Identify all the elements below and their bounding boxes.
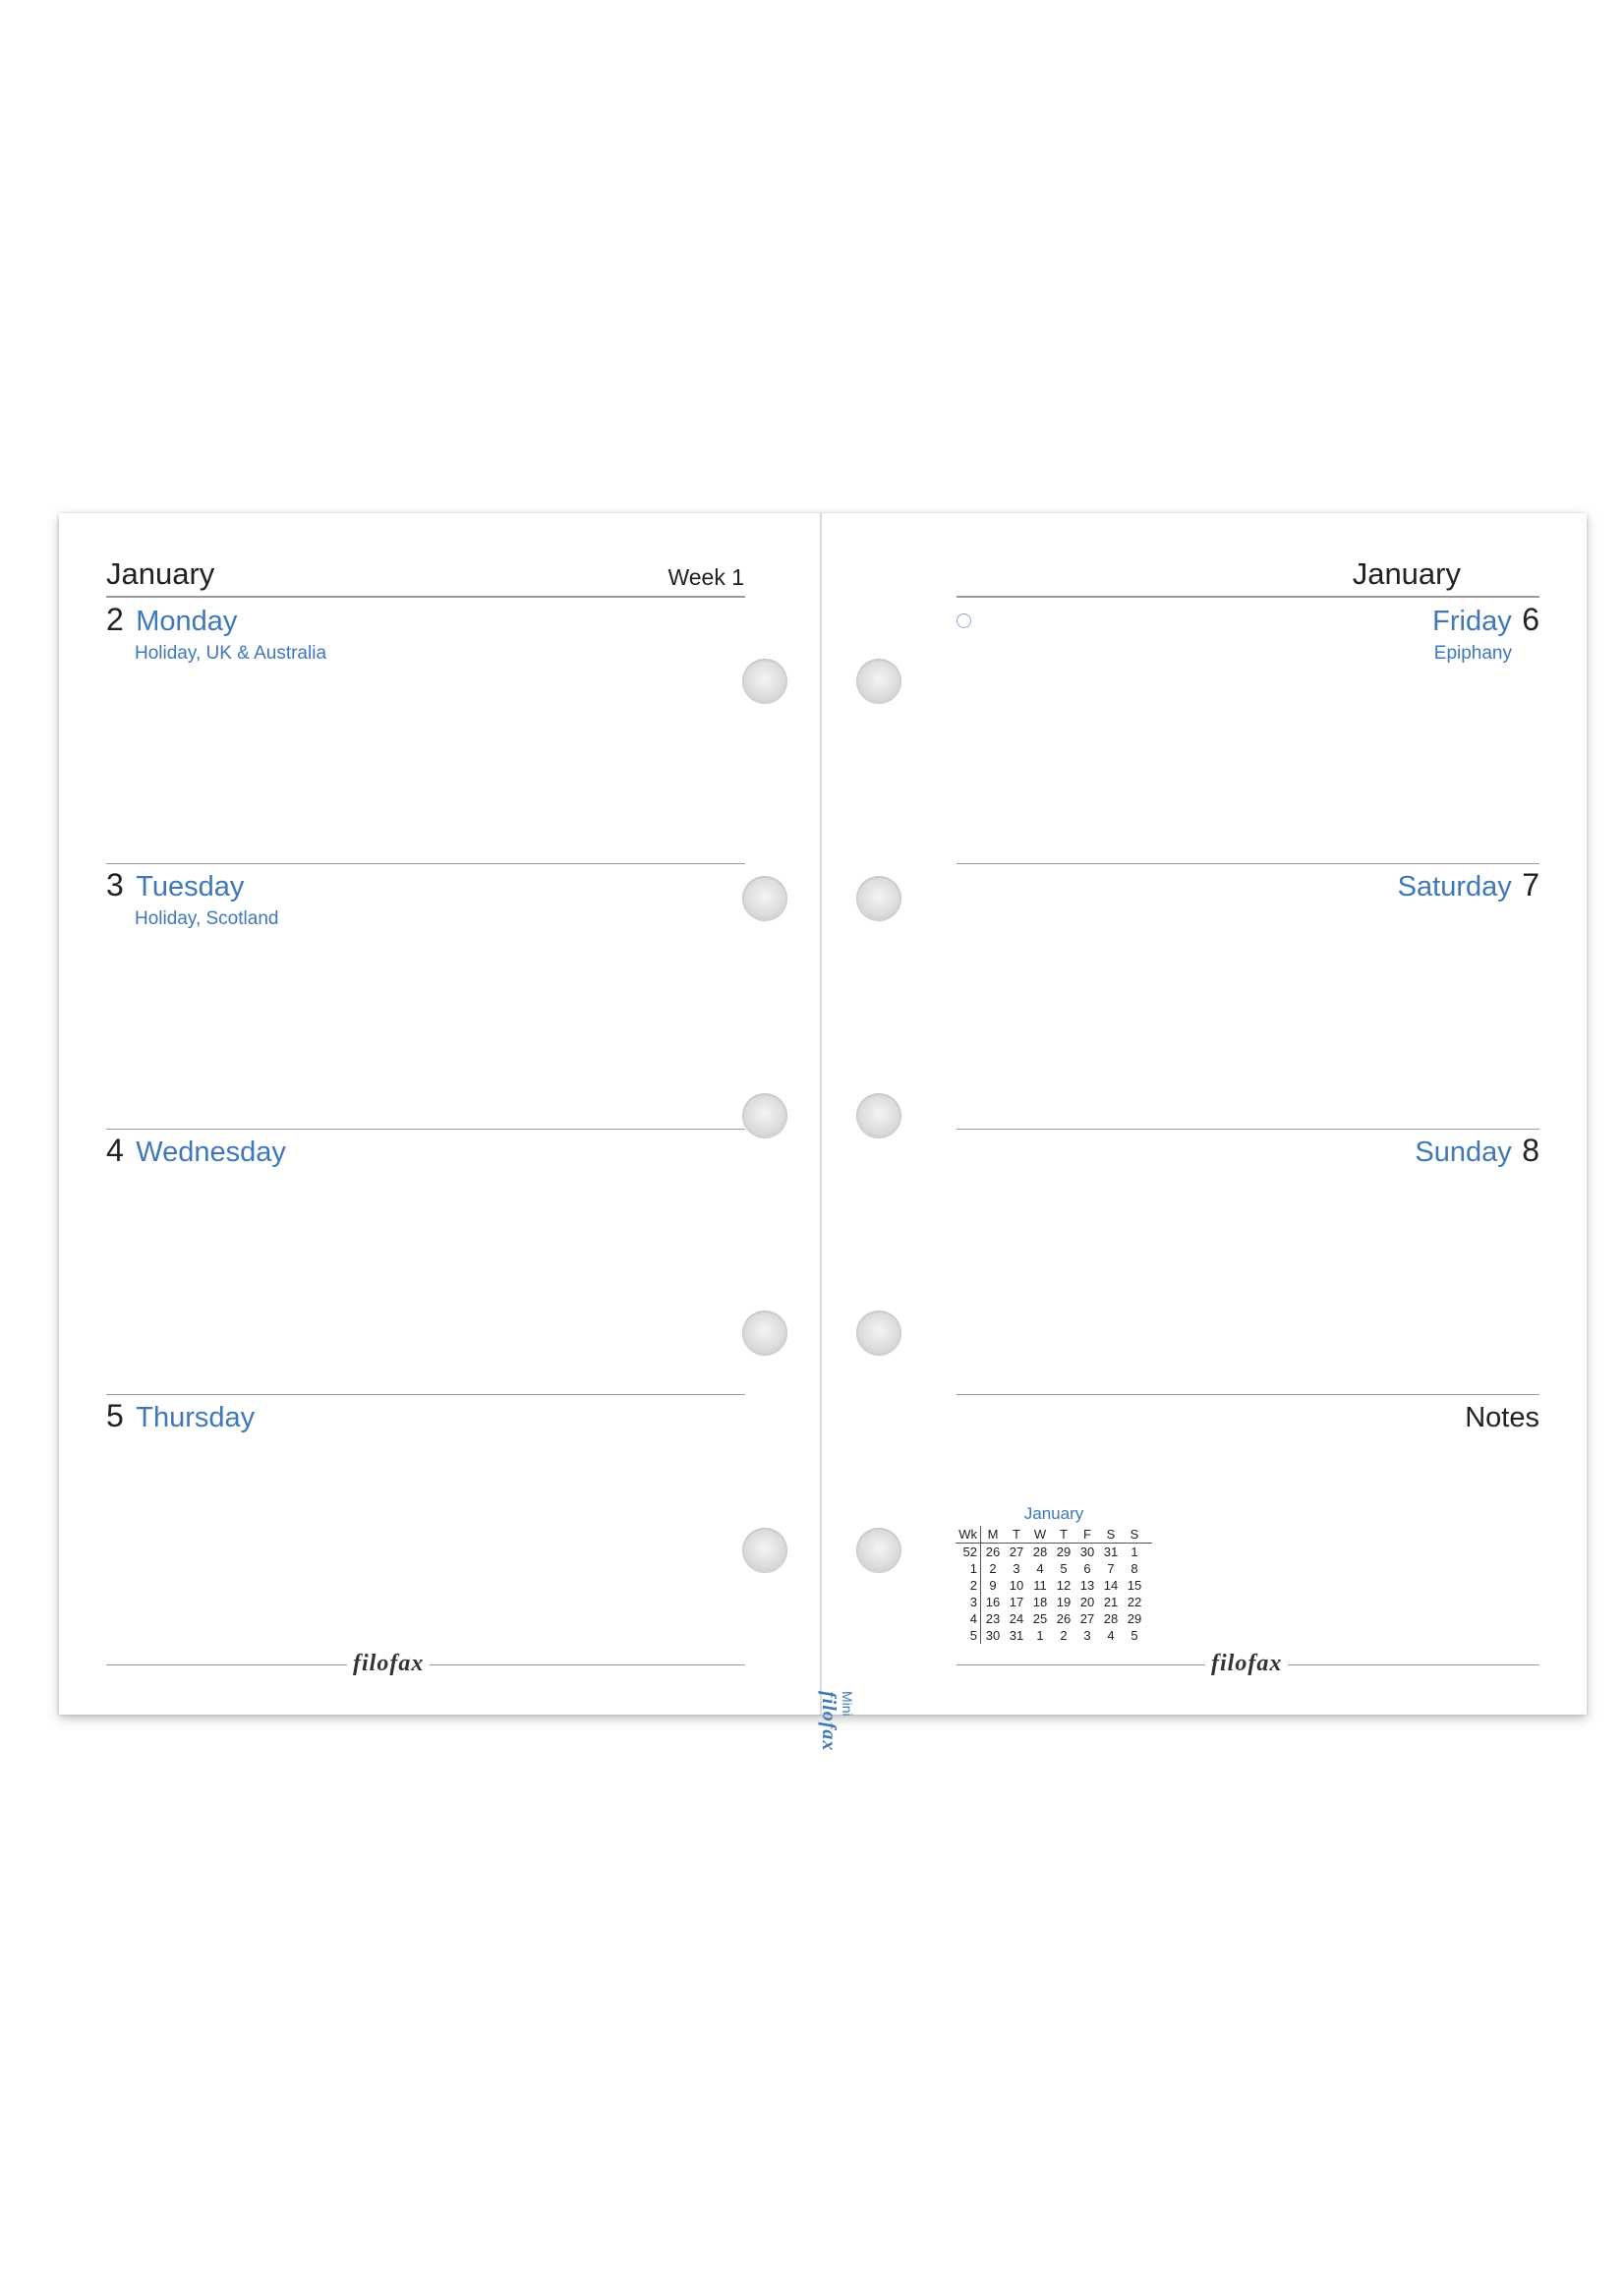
mini-calendar	[956, 1502, 1152, 1644]
day-divider	[106, 863, 745, 864]
date-cell: 9	[989, 1578, 997, 1593]
date-cell: 18	[1032, 1595, 1048, 1609]
date-cell: 3	[1013, 1561, 1020, 1576]
week-column-header: Wk	[956, 1526, 981, 1543]
mini-calendar-header	[956, 1526, 1152, 1544]
date-cell: 13	[1079, 1578, 1095, 1593]
date-cell: 1	[1131, 1545, 1138, 1559]
date-cell: 27	[1009, 1545, 1024, 1559]
date-cell: 10	[1009, 1578, 1024, 1593]
mini-calendar-week-row	[956, 1627, 1152, 1644]
date-cell: 31	[1103, 1545, 1119, 1559]
weekday-header: F	[1083, 1527, 1091, 1542]
mini-calendar-week-row	[956, 1594, 1152, 1610]
day-name: Wednesday	[136, 1137, 286, 1168]
week-number: 1	[956, 1560, 981, 1577]
day-name: Sunday	[1415, 1137, 1512, 1168]
day-name: Saturday	[1397, 871, 1512, 903]
binder-hole	[742, 659, 787, 704]
date-cell: 16	[985, 1595, 1001, 1609]
mini-calendar-week-row	[956, 1610, 1152, 1627]
circle-marker	[957, 613, 971, 628]
date-cell: 21	[1103, 1595, 1119, 1609]
week-number: 5	[956, 1627, 981, 1644]
day-block-sunday	[1415, 1133, 1539, 1169]
mini-calendar-week-row	[956, 1544, 1152, 1560]
month-heading: January	[1352, 556, 1461, 591]
day-block-monday	[106, 602, 237, 638]
date-cell: 27	[1079, 1611, 1095, 1626]
date-cell: 26	[985, 1545, 1001, 1559]
date-cell: 28	[1103, 1611, 1119, 1626]
header-rule	[957, 596, 1539, 598]
day-number: 4	[106, 1133, 124, 1168]
weekday-header: W	[1033, 1527, 1047, 1542]
weekday-header: S	[1106, 1527, 1116, 1542]
binder-hole	[856, 1093, 901, 1138]
binder-hole	[856, 659, 901, 704]
binder-hole	[742, 1093, 787, 1138]
size-label: Mini	[840, 1691, 855, 1717]
week-number: 3	[956, 1594, 981, 1610]
date-cell: 14	[1103, 1578, 1119, 1593]
binder-hole	[742, 1311, 787, 1356]
day-note: Holiday, UK & Australia	[135, 643, 327, 664]
mini-calendar-month: January	[1023, 1504, 1084, 1523]
binder-hole	[856, 876, 901, 921]
weekday-header: T	[1013, 1527, 1020, 1542]
planner-spread	[59, 513, 1587, 1752]
week-number: 2	[956, 1577, 981, 1594]
date-cell: 15	[1127, 1578, 1142, 1593]
weekday-header: T	[1060, 1527, 1068, 1542]
date-cell: 4	[1036, 1561, 1044, 1576]
filofax-logo: filofax	[1205, 1651, 1288, 1677]
day-number: 7	[1522, 867, 1539, 903]
date-cell: 8	[1131, 1561, 1138, 1576]
binder-hole	[856, 1311, 901, 1356]
day-block-friday	[1432, 602, 1539, 638]
date-cell: 29	[1127, 1611, 1142, 1626]
date-cell: 11	[1033, 1578, 1047, 1593]
binder-hole	[742, 876, 787, 921]
right-page	[821, 513, 1587, 1715]
left-page	[59, 513, 821, 1715]
day-divider	[957, 863, 1539, 864]
date-cell: 6	[1083, 1561, 1091, 1576]
month-heading: January	[106, 556, 215, 591]
weekday-header: M	[987, 1527, 999, 1542]
day-number: 5	[106, 1398, 124, 1433]
date-cell: 5	[1131, 1628, 1138, 1643]
filofax-logo: filofax	[347, 1651, 430, 1677]
date-cell: 22	[1127, 1595, 1142, 1609]
date-cell: 25	[1032, 1611, 1048, 1626]
date-cell: 28	[1032, 1545, 1048, 1559]
date-cell: 2	[989, 1561, 997, 1576]
day-note: Holiday, Scotland	[135, 908, 279, 929]
date-cell: 29	[1056, 1545, 1072, 1559]
weekday-header: S	[1130, 1527, 1139, 1542]
date-cell: 19	[1056, 1595, 1072, 1609]
date-cell: 12	[1056, 1578, 1072, 1593]
date-cell: 2	[1060, 1628, 1068, 1643]
week-number: 4	[956, 1610, 981, 1627]
day-number: 8	[1522, 1133, 1539, 1168]
date-cell: 24	[1009, 1611, 1024, 1626]
date-cell: 4	[1107, 1628, 1115, 1643]
day-divider	[106, 1129, 745, 1130]
day-number: 3	[106, 867, 124, 903]
day-number: 2	[106, 602, 124, 637]
week-label: Week 1	[667, 564, 744, 590]
date-cell: 17	[1009, 1595, 1024, 1609]
day-block-thursday	[106, 1398, 255, 1434]
day-name: Monday	[136, 606, 238, 637]
spine-logo: filofax	[818, 1691, 840, 1752]
day-note: Epiphany	[1433, 643, 1512, 664]
header-rule	[106, 596, 745, 598]
date-cell: 31	[1009, 1628, 1024, 1643]
day-divider	[957, 1129, 1539, 1130]
date-cell: 30	[1079, 1545, 1095, 1559]
date-cell: 3	[1083, 1628, 1091, 1643]
day-divider	[957, 1394, 1539, 1395]
date-cell: 7	[1107, 1561, 1115, 1576]
mini-calendar-grid	[956, 1526, 1152, 1644]
day-name: Friday	[1432, 606, 1512, 637]
day-block-tuesday	[106, 867, 244, 904]
notes-label: Notes	[1465, 1402, 1539, 1433]
date-cell: 1	[1036, 1628, 1044, 1643]
day-block-wednesday	[106, 1133, 286, 1169]
date-cell: 20	[1079, 1595, 1095, 1609]
day-number: 6	[1522, 602, 1539, 637]
binder-hole	[742, 1528, 787, 1573]
date-cell: 23	[985, 1611, 1001, 1626]
day-name: Thursday	[136, 1402, 256, 1433]
day-block-saturday	[1398, 867, 1539, 904]
day-divider	[106, 1394, 745, 1395]
day-name: Tuesday	[136, 871, 245, 903]
date-cell: 30	[985, 1628, 1001, 1643]
mini-calendar-week-row	[956, 1560, 1152, 1577]
mini-calendar-week-row	[956, 1577, 1152, 1594]
binder-hole	[856, 1528, 901, 1573]
week-number: 52	[956, 1544, 981, 1560]
date-cell: 26	[1056, 1611, 1072, 1626]
date-cell: 5	[1060, 1561, 1068, 1576]
